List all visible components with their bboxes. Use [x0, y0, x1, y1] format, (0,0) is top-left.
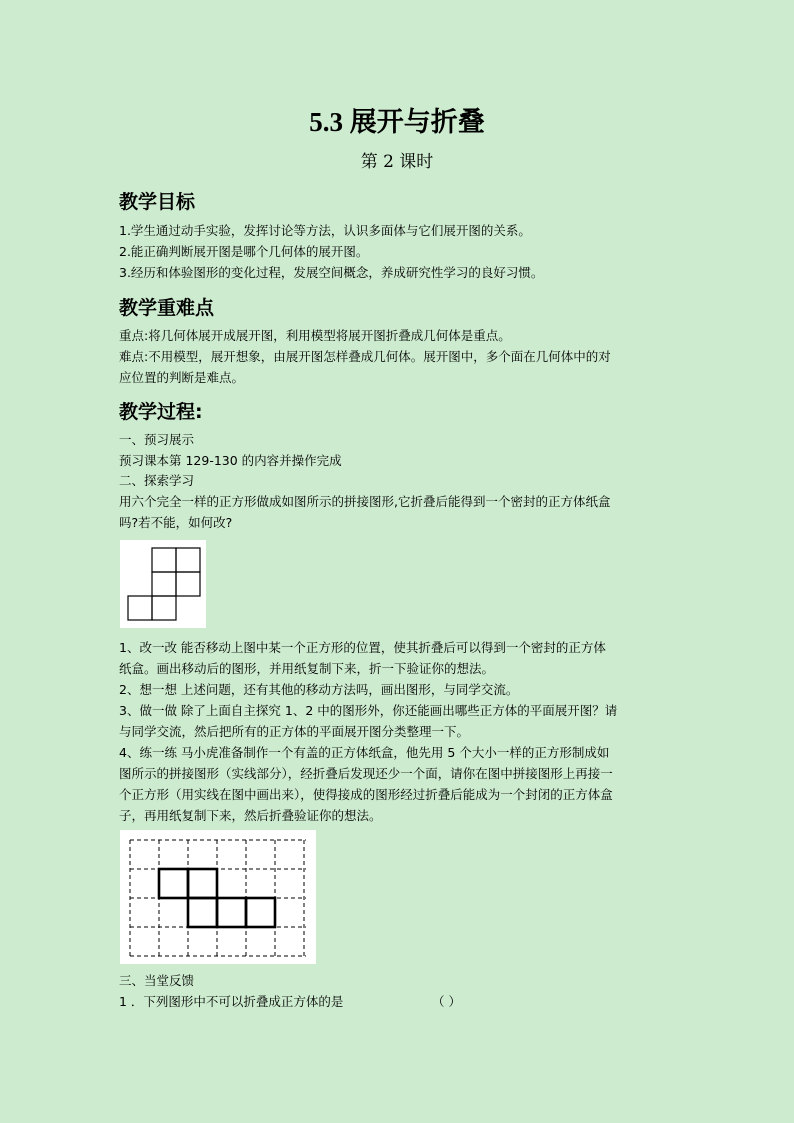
key-point-line: 重点:将几何体展开成展开图，利用模型将展开图折叠成几何体是重点。: [119, 328, 511, 343]
solid-shape: [159, 869, 275, 927]
section-heading-key-points: 教学重难点: [119, 297, 215, 319]
process-line: 4、练一练 马小虎准备制作一个有盖的正方体纸盒，他先用 5 个大小一样的正方形制成如: [119, 745, 610, 760]
process-line: 个正方形（用实线在图中画出来），使得接成的图形经过折叠后能成为一个封闭的正方体盒: [119, 787, 613, 802]
key-point-line: 难点:不用模型，展开想象，由展开图怎样叠成几何体。展开图中，多个面在几何体中的对: [119, 349, 611, 364]
net-square: [176, 548, 200, 572]
solid-square: [159, 869, 188, 898]
goal-item: 1.学生通过动手实验，发挥讨论等方法，认识多面体与它们展开图的关系。: [119, 223, 531, 238]
section-heading-goals: 教学目标: [119, 191, 196, 213]
solid-square: [188, 869, 217, 898]
cube-net-figure: [120, 540, 206, 628]
net-square: [152, 548, 176, 572]
section-heading-process: 教学过程:: [119, 401, 203, 423]
net-square: [128, 596, 152, 620]
solid-square: [246, 898, 275, 927]
process-line: 与同学交流，然后把所有的正方体的平面展开图分类整理一下。: [119, 724, 470, 739]
process-line: 2、想一想 上述问题，还有其他的移动方法吗，画出图形，与同学交流。: [119, 682, 519, 697]
process-line: 预习课本第 129-130 的内容并操作完成: [119, 453, 342, 468]
goal-item: 2.能正确判断展开图是哪个几何体的展开图。: [119, 244, 369, 259]
page-subtitle: 第 2 课时: [360, 152, 434, 172]
process-line: 图所示的拼接图形（实线部分），经折叠后发现还少一个面，请你在图中拼接图形上再接一: [119, 766, 613, 781]
key-point-line: 应位置的判断是难点。: [119, 370, 245, 385]
net-square: [152, 572, 176, 596]
process-line: 子，再用纸复制下来，然后折叠验证你的想法。: [119, 808, 382, 823]
process-line: 纸盒。画出移动后的图形，并用纸复制下来，折一下验证你的想法。: [119, 661, 495, 676]
process-line: 一、预习展示: [119, 432, 195, 447]
solid-square: [188, 898, 217, 927]
grid-net-figure: [120, 830, 316, 964]
grid-net-drawing: [120, 830, 316, 964]
process-line: 3、做一做 除了上面自主探究 1、2 中的图形外，你还能画出哪些正方体的平面展开图？请: [119, 703, 618, 718]
process-line: 吗?若不能，如何改?: [119, 515, 233, 530]
net-square: [176, 572, 200, 596]
page-title: 5.3 展开与折叠: [309, 107, 485, 137]
process-line: 三、当堂反馈: [119, 973, 195, 988]
question-line: 1 ．下列图形中不可以折叠成正方体的是: [119, 994, 344, 1009]
solid-square: [217, 898, 246, 927]
goal-item: 3.经历和体验图形的变化过程，发展空间概念，养成研究性学习的良好习惯。: [119, 265, 544, 280]
process-line: 二、探索学习: [119, 473, 195, 488]
net-square: [152, 596, 176, 620]
process-line: 用六个完全一样的正方形做成如图所示的拼接图形,它折叠后能得到一个密封的正方体纸盒: [119, 494, 611, 509]
cube-net-drawing: [120, 540, 206, 628]
process-line: 1、改一改 能否移动上图中某一个正方形的位置，使其折叠后可以得到一个密封的正方体: [119, 640, 606, 655]
answer-blank: （ ）: [432, 994, 461, 1009]
